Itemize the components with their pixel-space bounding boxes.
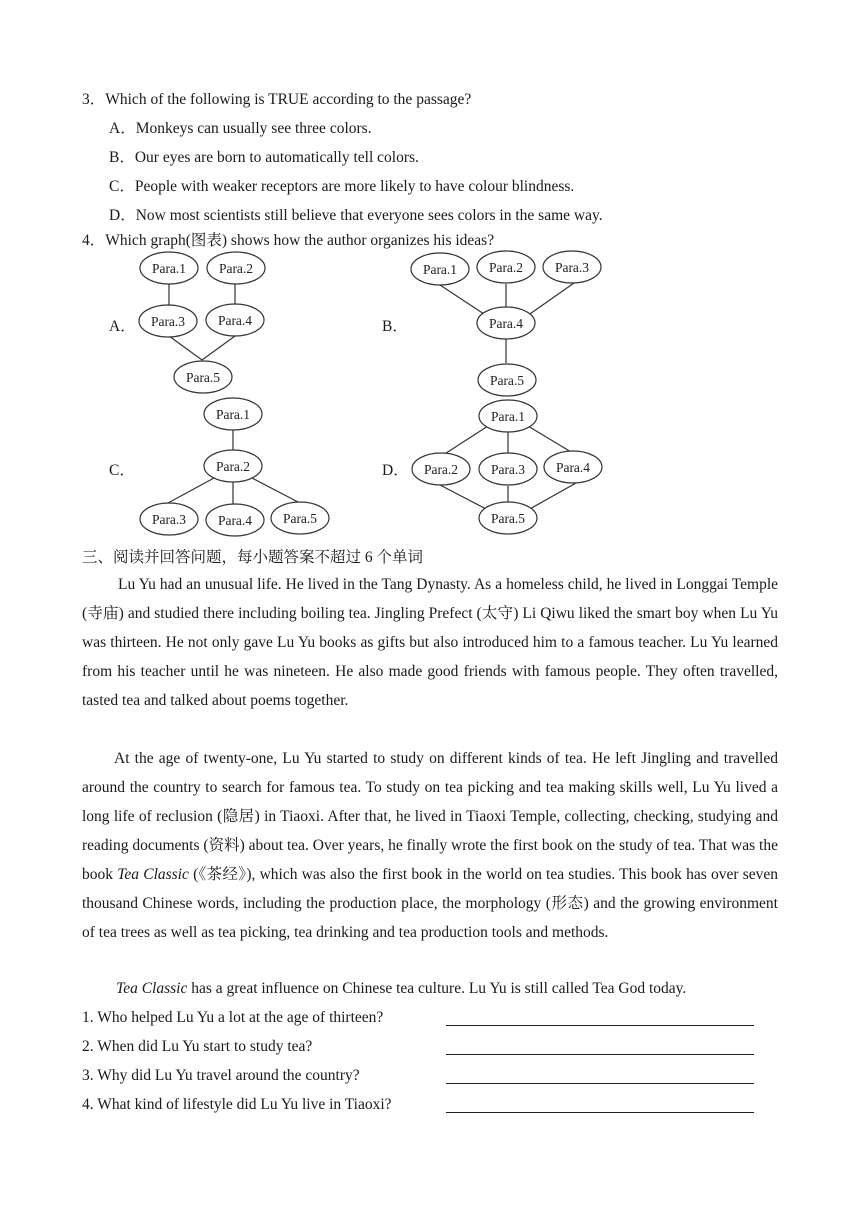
graph-d-label: D． (382, 462, 409, 479)
short-question-1: 1. Who helped Lu Yu a lot at the age of thirteen? (82, 1009, 384, 1026)
graph-c-node-1-label: Para.1 (215, 407, 251, 422)
short-question-3: 3. Why did Lu Yu travel around the country? (82, 1067, 360, 1084)
graph-b-node-1-label: Para.1 (422, 262, 458, 277)
passage-paragraph-2 (82, 744, 778, 947)
answer-blank-1[interactable] (446, 1025, 754, 1026)
graph-a-node-5-label: Para.5 (185, 370, 221, 385)
graph-c-node-2-label: Para.2 (215, 459, 251, 474)
short-question-4: 4. What kind of lifestyle did Lu Yu live in Tiaoxi? (82, 1096, 392, 1113)
paragraph-2-text-before: At the age of twenty-one, Lu Yu started to study on different kinds of tea. He left Jingling and travelled around the country to search for famous tea. To study on tea picking and tea making skills well, Lu Yu lived a long life of reclusion (隐居) in Tiaoxi. After that, he lived in Tiaoxi Temple, collecting, checking, studying and reading documents (资料) about tea. Over years, he finally wrote the first book on the study of tea. That was the book (82, 750, 778, 883)
passage-paragraph-3 (116, 980, 686, 998)
book-title-tea-classic: Tea Classic (116, 980, 188, 997)
graph-a-label: A． (109, 318, 136, 335)
paragraph-3-text: has a great influence on Chinese tea culture. Lu Yu is still called Tea God today. (187, 980, 687, 997)
graph-c-node-4-label: Para.4 (217, 513, 253, 528)
answer-blank-3[interactable] (446, 1083, 754, 1084)
passage-paragraph-1 (82, 570, 778, 715)
graph-b-node-4-label: Para.4 (488, 316, 524, 331)
question-3-option-a: A．Monkeys can usually see three colors. (109, 120, 372, 137)
answer-blank-4[interactable] (446, 1112, 754, 1113)
question-3-option-c: C．People with weaker receptors are more likely to have colour blindness. (109, 178, 575, 195)
graph-b-label: B． (382, 318, 408, 335)
graph-d-node-2-label: Para.2 (423, 462, 459, 477)
graph-a-node-1-label: Para.1 (151, 261, 187, 276)
question-3-option-d: D．Now most scientists still believe that everyone sees colors in the same way. (109, 207, 603, 224)
graph-c-label: C． (109, 462, 135, 479)
question-4-stem: 4．Which graph(图表) shows how the author organizes his ideas? (82, 232, 495, 249)
graph-a-node-3-label: Para.3 (150, 314, 186, 329)
section-3-title: 三、阅读并回答问题，每小题答案不超过 6 个单词 (82, 549, 424, 566)
graph-c-node-5-label: Para.5 (282, 511, 318, 526)
answer-blank-2[interactable] (446, 1054, 754, 1055)
graph-d-node-5-label: Para.5 (490, 511, 526, 526)
graph-b-node-5-label: Para.5 (489, 373, 525, 388)
graph-a-node-2-label: Para.2 (218, 261, 254, 276)
graph-d-node-1-label: Para.1 (490, 409, 526, 424)
paragraph-2-text-after: (《茶经》), which was also the first book in the world on tea studies. This book has over seven thousand Chinese words, including the production place, the morphology (形态) and the growing environment of tea trees as well as tea picking, tea drinking and tea production tools and methods. (82, 866, 778, 941)
paragraph-1-text: Lu Yu had an unusual life. He lived in the Tang Dynasty. As a homeless child, he lived in Longgai Temple (寺庙) and studied there including boiling tea. Jingling Prefect (太守) Li Qiwu liked the smart boy when Lu Yu was thirteen. He not only gave Lu Yu books as gifts but also introduced him to a famous teacher. Lu Yu learned from his teacher until he was nineteen. He also made good friends with famous people. They often travelled, tasted tea and talked about poems together. (82, 576, 778, 709)
graph-b-node-2-label: Para.2 (488, 260, 524, 275)
graph-c-node-3-label: Para.3 (151, 512, 187, 527)
question-3-stem: 3．Which of the following is TRUE according to the passage? (82, 91, 472, 108)
graph-a-node-4-label: Para.4 (217, 313, 253, 328)
graph-d-node-3-label: Para.3 (490, 462, 526, 477)
question-3-option-b: B．Our eyes are born to automatically tell colors. (109, 149, 419, 166)
graph-b-node-3-label: Para.3 (554, 260, 590, 275)
book-title-tea-classic: Tea Classic (117, 866, 189, 883)
short-question-2: 2. When did Lu Yu start to study tea? (82, 1038, 313, 1055)
graph-d-node-4-label: Para.4 (555, 460, 591, 475)
